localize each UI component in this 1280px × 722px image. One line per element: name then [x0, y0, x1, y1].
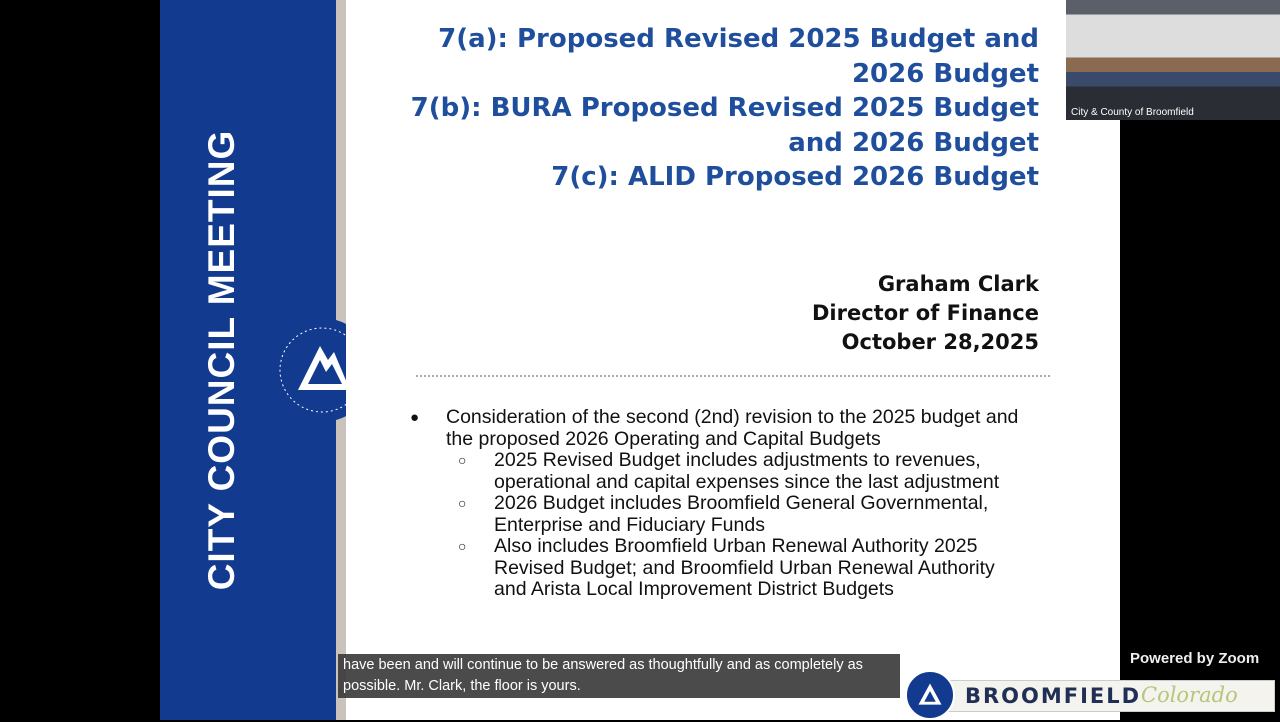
slide-title-7c: 7(c): ALID Proposed 2026 Budget: [551, 162, 1039, 192]
slide-title-7b: 7(b): BURA Proposed Revised 2025 Budget and 2026 Budget: [410, 93, 1039, 158]
presenter-name: Graham Clark: [877, 272, 1039, 296]
powered-by-zoom: Powered by Zoom: [1130, 650, 1260, 667]
bullet: ● Consideration of the second (2nd) revision to the 2025 budget and the proposed 2026 Operating and Capital Budgets: [410, 407, 1030, 450]
sub-bullet-text: Also includes Broomfield Urban Renewal Authority 2025 Revised Budget; and Broomfield Urban Renewal Authority and Arista Local Improvement District Budgets: [494, 535, 995, 600]
presenter-role: Director of Finance: [812, 301, 1039, 325]
slide-title-7a: 7(a): Proposed Revised 2025 Budget and 2026 Budget: [438, 24, 1039, 89]
thumbnail-label: City & County of Broomfield: [1071, 107, 1194, 118]
divider: [416, 375, 1050, 377]
banner-seal-icon: [905, 670, 955, 720]
sub-bullet: ○ 2026 Budget includes Broomfield General Governmental, Enterprise and Fiduciary Funds: [458, 492, 989, 536]
slide-body: [410, 407, 1030, 601]
closed-caption: have been and will continue to be answered as thoughtfully and as completely as possible. Mr. Clark, the floor is yours.: [338, 654, 900, 698]
presenter-block: [812, 270, 1039, 357]
sub-bullet-text: 2026 Budget includes Broomfield General Governmental, Enterprise and Fiduciary Funds: [494, 492, 989, 536]
meeting-title: CITY COUNCIL MEETING: [201, 129, 242, 591]
banner-name: BROOMFIELD: [965, 684, 1142, 708]
sub-bullet: ○ Also includes Broomfield Urban Renewal Authority 2025 Revised Budget; and Broomfield Urban Renewal Authority and Arista Local Improvement District Budgets: [458, 535, 995, 600]
video-thumbnail[interactable]: [1066, 0, 1280, 120]
banner-state: Colorado: [1141, 683, 1238, 707]
broomfield-banner: [930, 680, 1275, 712]
presentation-slide: [346, 0, 1120, 720]
sub-bullet-text: 2025 Revised Budget includes adjustments to revenues, operational and capital expenses since the last adjustment: [494, 449, 1000, 493]
presentation-date: October 28,2025: [841, 330, 1039, 354]
sub-bullet: ○ 2025 Revised Budget includes adjustments to revenues, operational and capital expenses since the last adjustment: [458, 449, 1000, 493]
